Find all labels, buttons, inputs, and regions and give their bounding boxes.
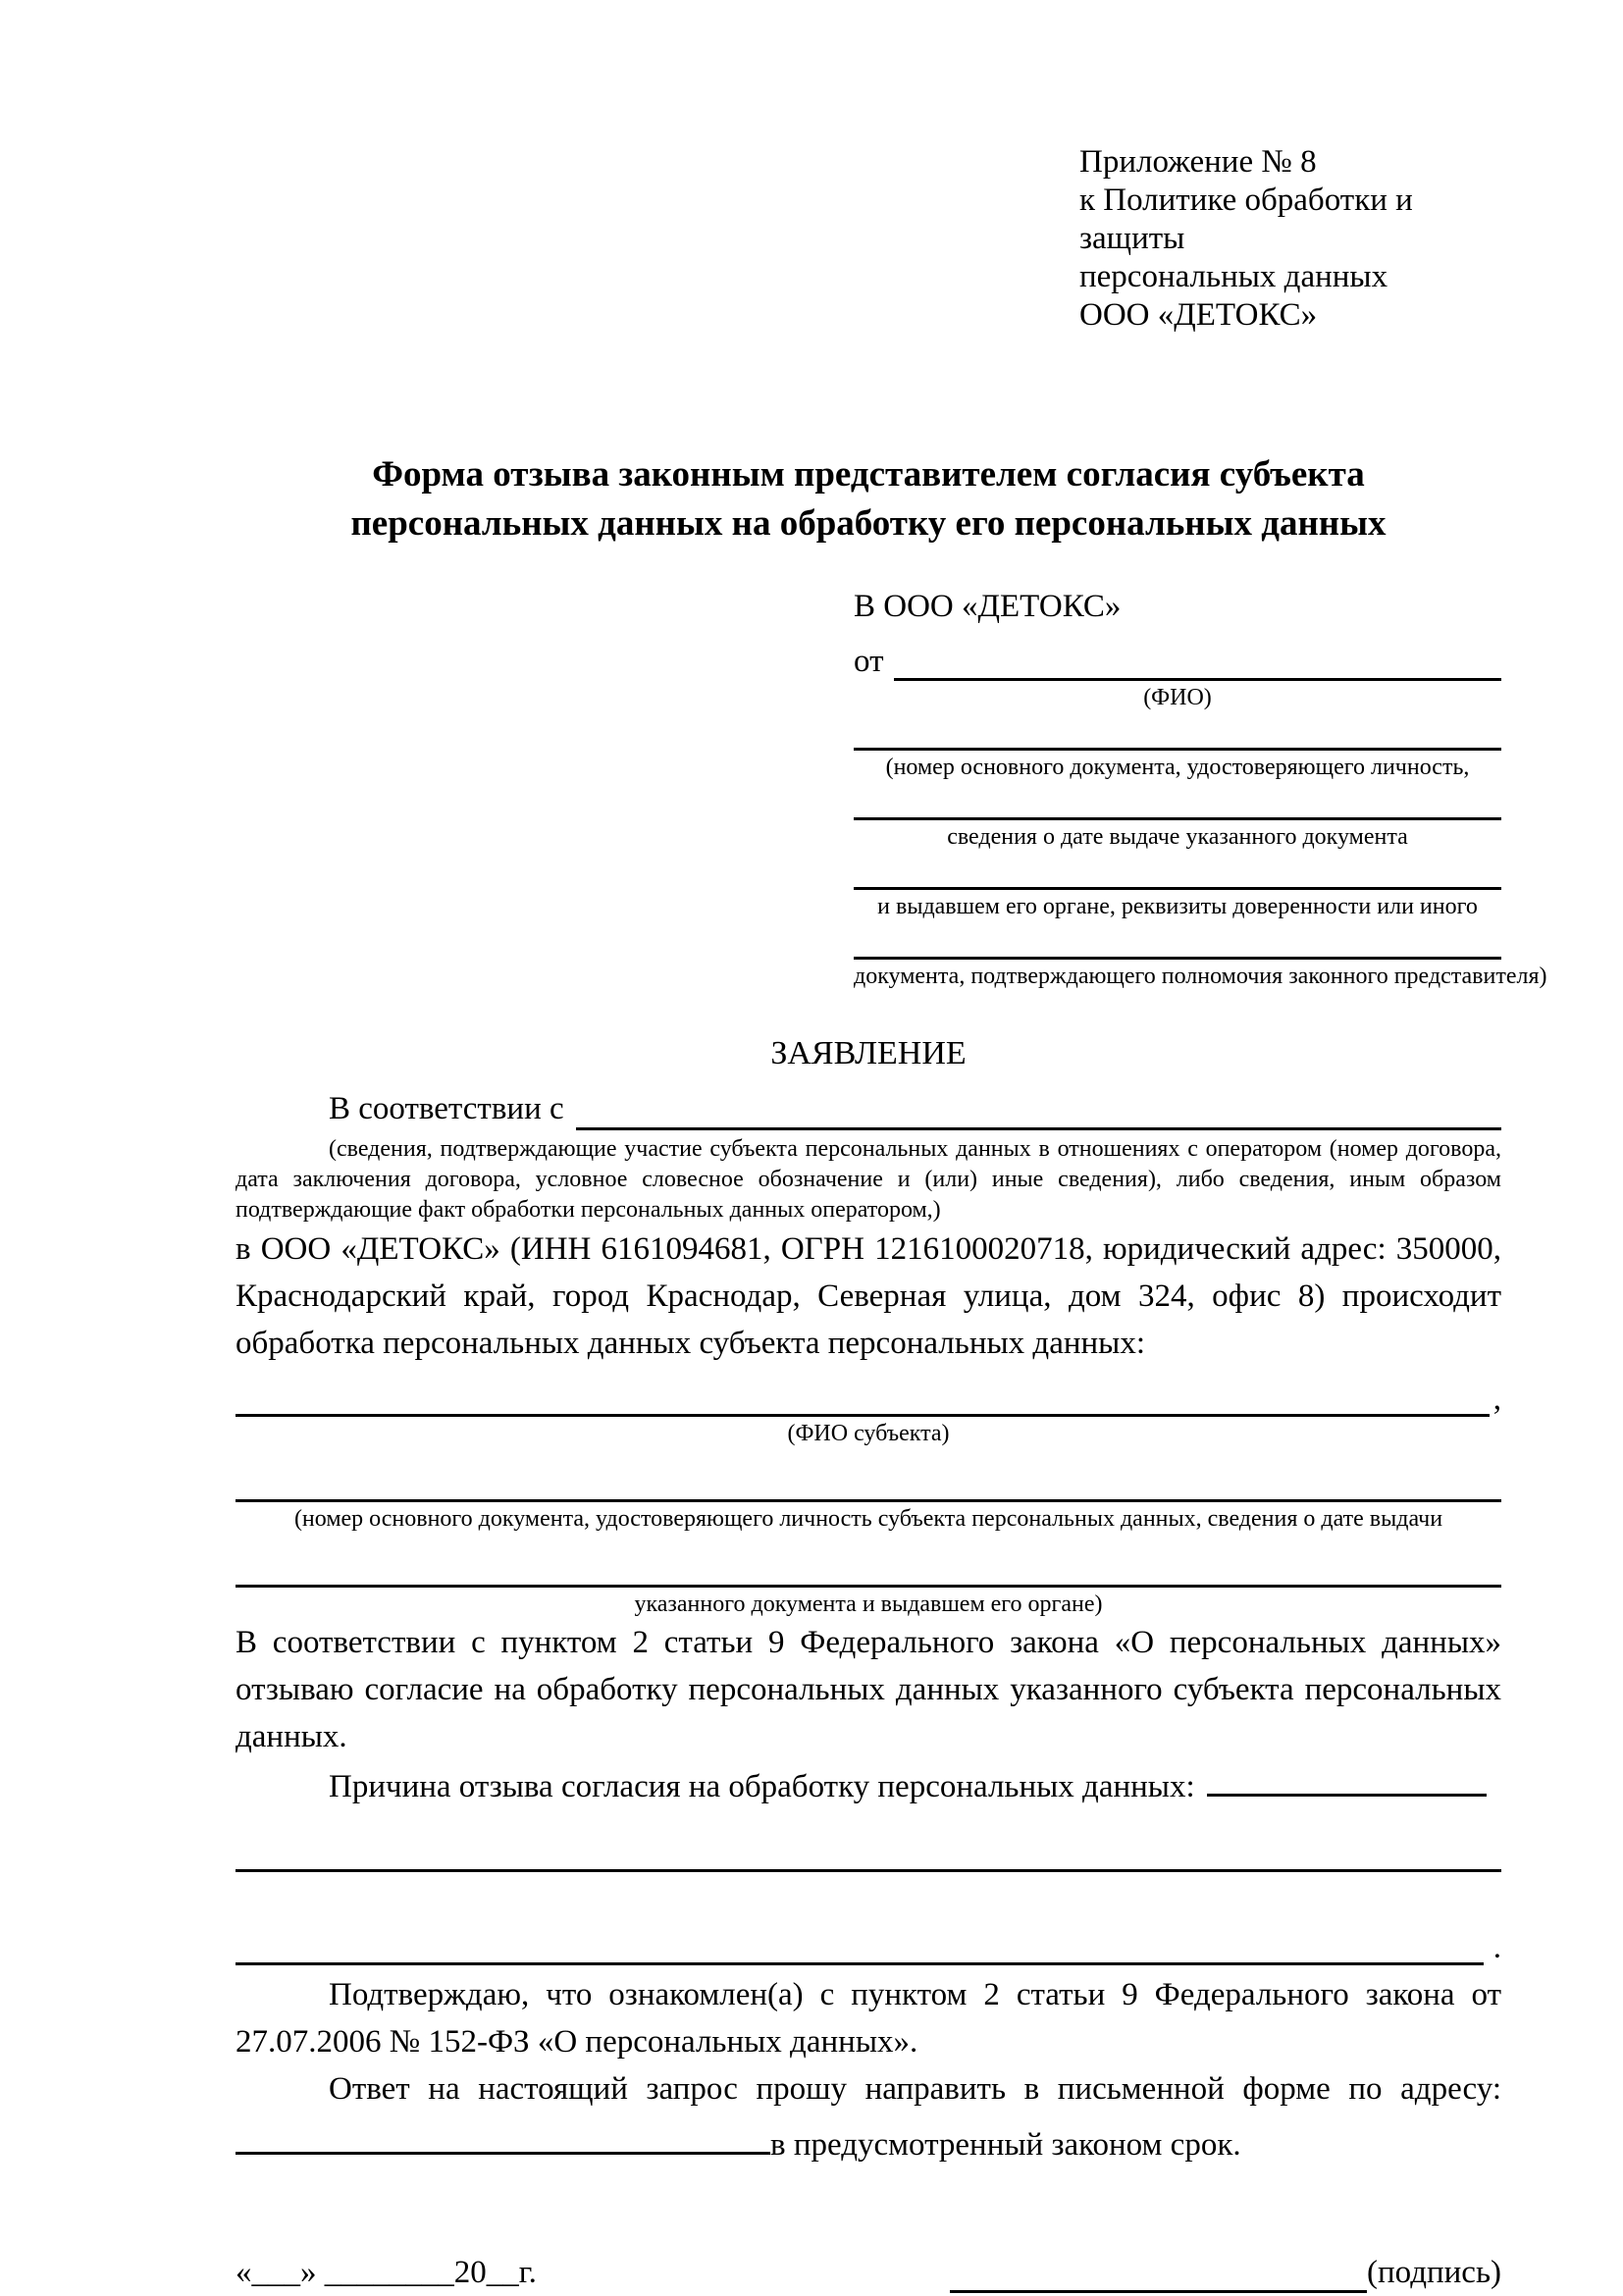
annex-block (1079, 0, 1501, 335)
representative-doc-field[interactable] (854, 782, 1501, 820)
reply-tail: в предусмотренный законом срок. (770, 2127, 1241, 2163)
subject-fio-caption: (ФИО субъекта) (787, 1421, 950, 1446)
addressee-block (854, 586, 1547, 991)
statement-heading: ЗАЯВЛЕНИЕ (770, 1035, 967, 1071)
signature-caption: (подпись) (1367, 2255, 1501, 2290)
representative-doc-group (854, 852, 1501, 921)
reply-address-field[interactable] (236, 2113, 770, 2155)
operator-paragraph: в ООО «ДЕТОКС» (ИНН 6161094681, ОГРН 1216100020718, юридический адрес: 350000, Краснодарский край, город Краснодар, Северная улица, дом 324, офис 8) происходит обработка персональных данных субъекта персональных данных: (236, 1231, 1501, 1361)
accordance-lead: В соответствии с (329, 1091, 564, 1126)
subject-doc-caption: указанного документа и выдавшем его органе) (634, 1592, 1103, 1617)
reason-blank-row (236, 1872, 1501, 1965)
reason-field[interactable] (1207, 1760, 1487, 1797)
representative-doc-field[interactable] (854, 921, 1501, 960)
representative-doc-caption: (номер основного документа, удостоверяющего личность, (885, 755, 1470, 780)
page-content (236, 0, 1547, 2293)
addressee-organization: В ООО «ДЕТОКС» (854, 589, 1122, 624)
confirmation-paragraph: Подтверждаю, что ознакомлен(а) с пунктом 2 статьи 9 Федерального закона от 27.07.2006 № 152-ФЗ «О персональных данных». (236, 1977, 1501, 2060)
document-title-line: Форма отзыва законным представителем согласия субъекта (372, 454, 1365, 495)
from-row (854, 641, 1501, 681)
accordance-row (236, 1087, 1501, 1130)
representative-doc-field[interactable] (854, 712, 1501, 751)
representative-doc-caption: сведения о дате выдаче указанного документа (947, 824, 1408, 850)
comma-text: , (1492, 1382, 1501, 1417)
footer-row (236, 2251, 1501, 2293)
annex-line: к Политике обработки и защиты (1079, 183, 1413, 256)
from-label: от (854, 644, 884, 679)
subject-doc-field[interactable] (236, 1543, 1501, 1588)
representative-doc-group (854, 712, 1501, 782)
representative-doc-caption: документа, подтверждающего полномочия законного представителя) (854, 964, 1547, 989)
withdrawal-paragraph: В соответствии с пунктом 2 статьи 9 Федерального закона «О персональных данных» отзываю согласие на обработку персональных данных указанного субъекта персональных данных. (236, 1625, 1501, 1754)
reason-lead: Причина отзыва согласия на обработку персональных данных: (329, 1769, 1195, 1804)
signature-group (950, 2251, 1501, 2293)
signature-field[interactable] (950, 2251, 1367, 2293)
period-text: . (1492, 1930, 1501, 1965)
reason-row (236, 1760, 1501, 1810)
document-title-line: персональных данных на обработку его персональных данных (350, 503, 1387, 544)
accordance-note: (сведения, подтверждающие участие субъекта персональных данных в отношениях с оператором (номер договора, дата заключения договора, условное словесное обозначение и (или) иные сведения), либо сведения, иным образом подтверждающие факт обработки персональных данных оператором,) (236, 1136, 1501, 1223)
representative-doc-group (854, 782, 1501, 852)
annex-line: ООО «ДЕТОКС» (1079, 297, 1318, 333)
subject-fio-field[interactable] (236, 1375, 1490, 1417)
representative-doc-group (854, 921, 1547, 991)
reply-address-row (236, 2113, 1501, 2168)
subject-doc-caption: (номер основного документа, удостоверяющего личность субъекта персональных данных, сведения о дате выдачи (293, 1506, 1443, 1532)
annex-line: персональных данных (1079, 259, 1388, 294)
representative-name-field[interactable] (894, 641, 1502, 681)
subject-fio-row (236, 1375, 1501, 1417)
representative-doc-field[interactable] (854, 852, 1501, 890)
subject-doc-field[interactable] (236, 1458, 1501, 1502)
fio-caption: (ФИО) (1143, 685, 1212, 710)
reply-lead-paragraph: Ответ на настоящий запрос прошу направить в письменной форме по адресу: (329, 2071, 1501, 2107)
annex-line: Приложение № 8 (1079, 144, 1317, 180)
accordance-basis-field[interactable] (576, 1088, 1501, 1130)
representative-doc-caption: и выдавшем его органе, реквизиты доверенности или иного (877, 894, 1478, 919)
document-title (236, 450, 1501, 548)
date-line: «___» ________20__г. (236, 2255, 537, 2290)
reason-blank-field[interactable] (236, 1872, 1484, 1965)
reason-blank-field[interactable] (236, 1810, 1501, 1872)
